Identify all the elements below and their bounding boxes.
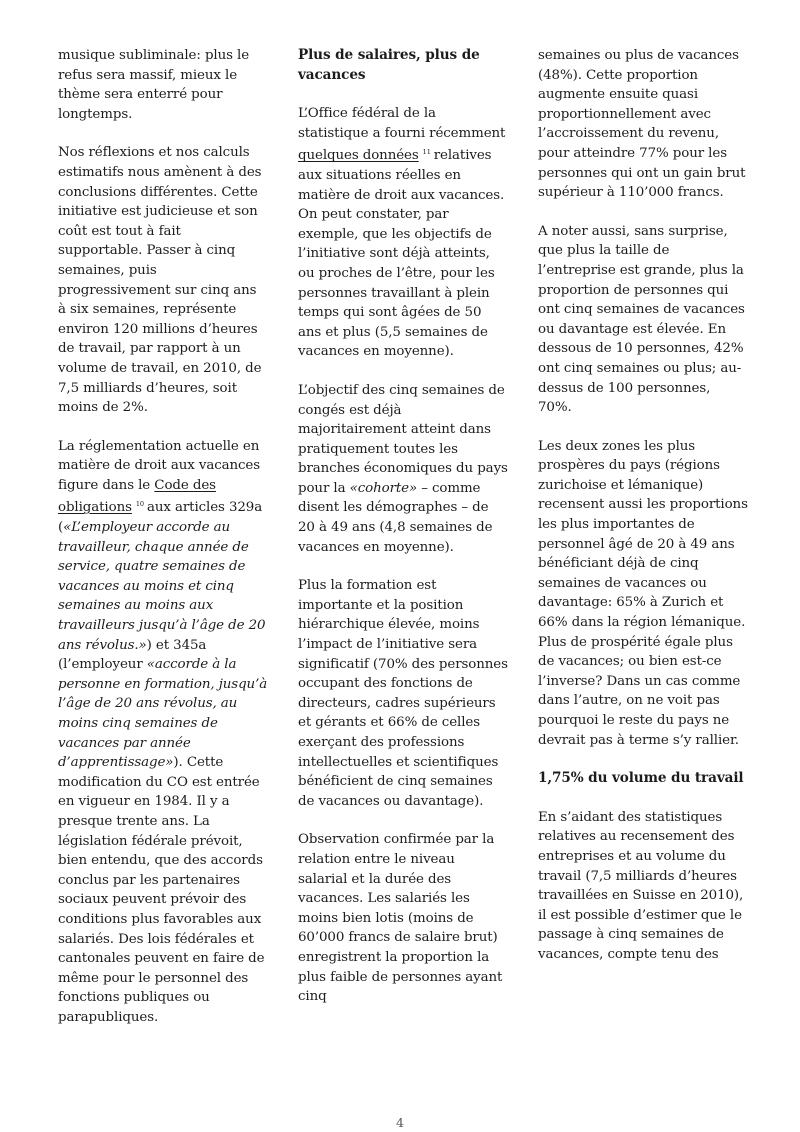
text-run: L’objectif des cinq semaines de congés est déjà majoritairement atteint dans pratiquement toutes les branches économiques du pays pour la [298,382,508,496]
quotation: «L’employeur accorde au travailleur, chaque année de service, quatre semaines de vacances au moins et cinq semaines au moins aux travailleurs jusqu’à l’âge de 20 ans révolus.» [58,520,266,653]
paragraph [298,104,508,362]
paragraph: Plus la formation est importante et la position hiérarchique élevée, moins l’impact de l’initiative sera significatif (70% des personnes occupant des fonctions de directeurs, cadres supérieurs et gérants et 66% de celles exerçant des professions intellectuelles et scientifiques bénéficient de cinq semaines de vacances ou davantage). [298,578,508,809]
paragraph: A noter aussi, sans surprise, que plus la taille de l’entreprise est grande, plus la proportion de personnes qui ont cinq semaines de vacances ou davantage est élevée. En dessous de 10 personnes, 42% ont cinq semaines ou plus; au-dessus de 100 personnes, 70%. [538,223,745,416]
text-run: L’Office fédéral de la statistique a fourni récemment [298,106,506,141]
column-3 [538,46,748,984]
paragraph: musique subliminale: plus le refus sera massif, mieux le thème sera enterré pour longtemps. [58,48,250,122]
text-run: La réglementation actuelle en matière de droit aux vacances figure dans le [58,438,261,493]
paragraph [298,381,508,557]
column-1 [58,46,268,1047]
quotation: «accorde à la personne en formation, jusqu’à l’âge de 20 ans révolus, au moins cinq semaines de vacances par année d’apprentissage» [58,657,268,771]
column-2 [298,46,508,1026]
emphasis: «cohorte» [349,480,418,496]
paragraph: En s’aidant des statistiques relatives au recensement des entreprises et au volume du travail (7,5 milliards d’heures travaillées en Suisse en 2010), il est possible d’estimer que le passage à cinq semaines de vacances, compte tenu des [538,809,744,962]
code-des-obligations-link[interactable]: Code des obligations [58,477,216,516]
page-number: 4 [396,1115,404,1130]
text-run: aux articles 329a ( [58,500,263,536]
paragraph: semaines ou plus de vacances (48%). Cette proportion augmente ensuite quasi proportionnellement avec l’accroissement du revenu, pour atteindre 77% pour les personnes qui ont un gain brut supérieur à 110’000 francs. [538,48,746,201]
text-run: ). Cette modification du CO est entrée en vigueur en 1984. Il y a presque trente ans. La législation fédérale prévoit, bien entendu, que des accords conclus par les partenaires sociaux peuvent prévoir des conditions plus favorables aux salariés. Des lois fédérales et cantonales peuvent en faire de même pour le personnel des fonctions publiques ou parapubliques. [58,755,265,1025]
section-heading: Plus de salaires, plus de vacances [298,47,480,83]
footnote-ref[interactable]: 11 [422,148,431,157]
footnote-ref[interactable]: 10 [135,500,144,509]
paragraph: Observation confirmée par la relation entre le niveau salarial et la durée des vacances. Les salariés les moins bien lotis (moins de 60’000 francs de salaire brut) enregistrent la proportion la plus faible de personnes ayant cinq [298,832,503,1005]
paragraph: Nos réflexions et nos calculs estimatifs nous amènent à des conclusions différentes. Cette initiative est judicieuse et son coût est tout à fait supportable. Passer à cinq semaines, puis progressivement sur cinq ans à six semaines, représente environ 120 millions d’heures de travail, par rapport à un volume de travail, en 2010, de 7,5 milliards d’heures, soit moins de 2%. [58,145,262,416]
paragraph [58,437,268,1028]
text-run: ) et 345a (l’employeur [58,637,207,673]
text-run: – comme disent les démographes – de 20 à 49 ans (4,8 semaines de vacances en moyenne). [298,480,493,555]
paragraph: Les deux zones les plus prospères du pays (régions zurichoise et lémanique) recensent aussi les proportions les plus importantes de personnel âgé de 20 à 49 ans bénéficiant déjà de cinq semaines de vacances ou davantage: 65% à Zurich et 66% dans la région lémanique. Plus de prospérité égale plus de vacances; ou bien est-ce l’inverse? Dans un cas comme dans l’autre, on ne voit pas pourquoi le reste du pays ne devrait pas à terme s’y rallier. [538,438,748,748]
text-run: relatives aux situations réelles en matière de droit aux vacances. On peut constater, par exemple, que les objectifs de l’initiative sont déjà atteints, ou proches de l’être, pour les personnes travaillant à plein temps qui sont âgées de 50 ans et plus (5,5 semaines de vacances en moyenne). [298,148,505,360]
section-heading: 1,75% du volume du travail [538,770,744,787]
quelques-donnees-link[interactable]: quelques données [298,148,419,164]
